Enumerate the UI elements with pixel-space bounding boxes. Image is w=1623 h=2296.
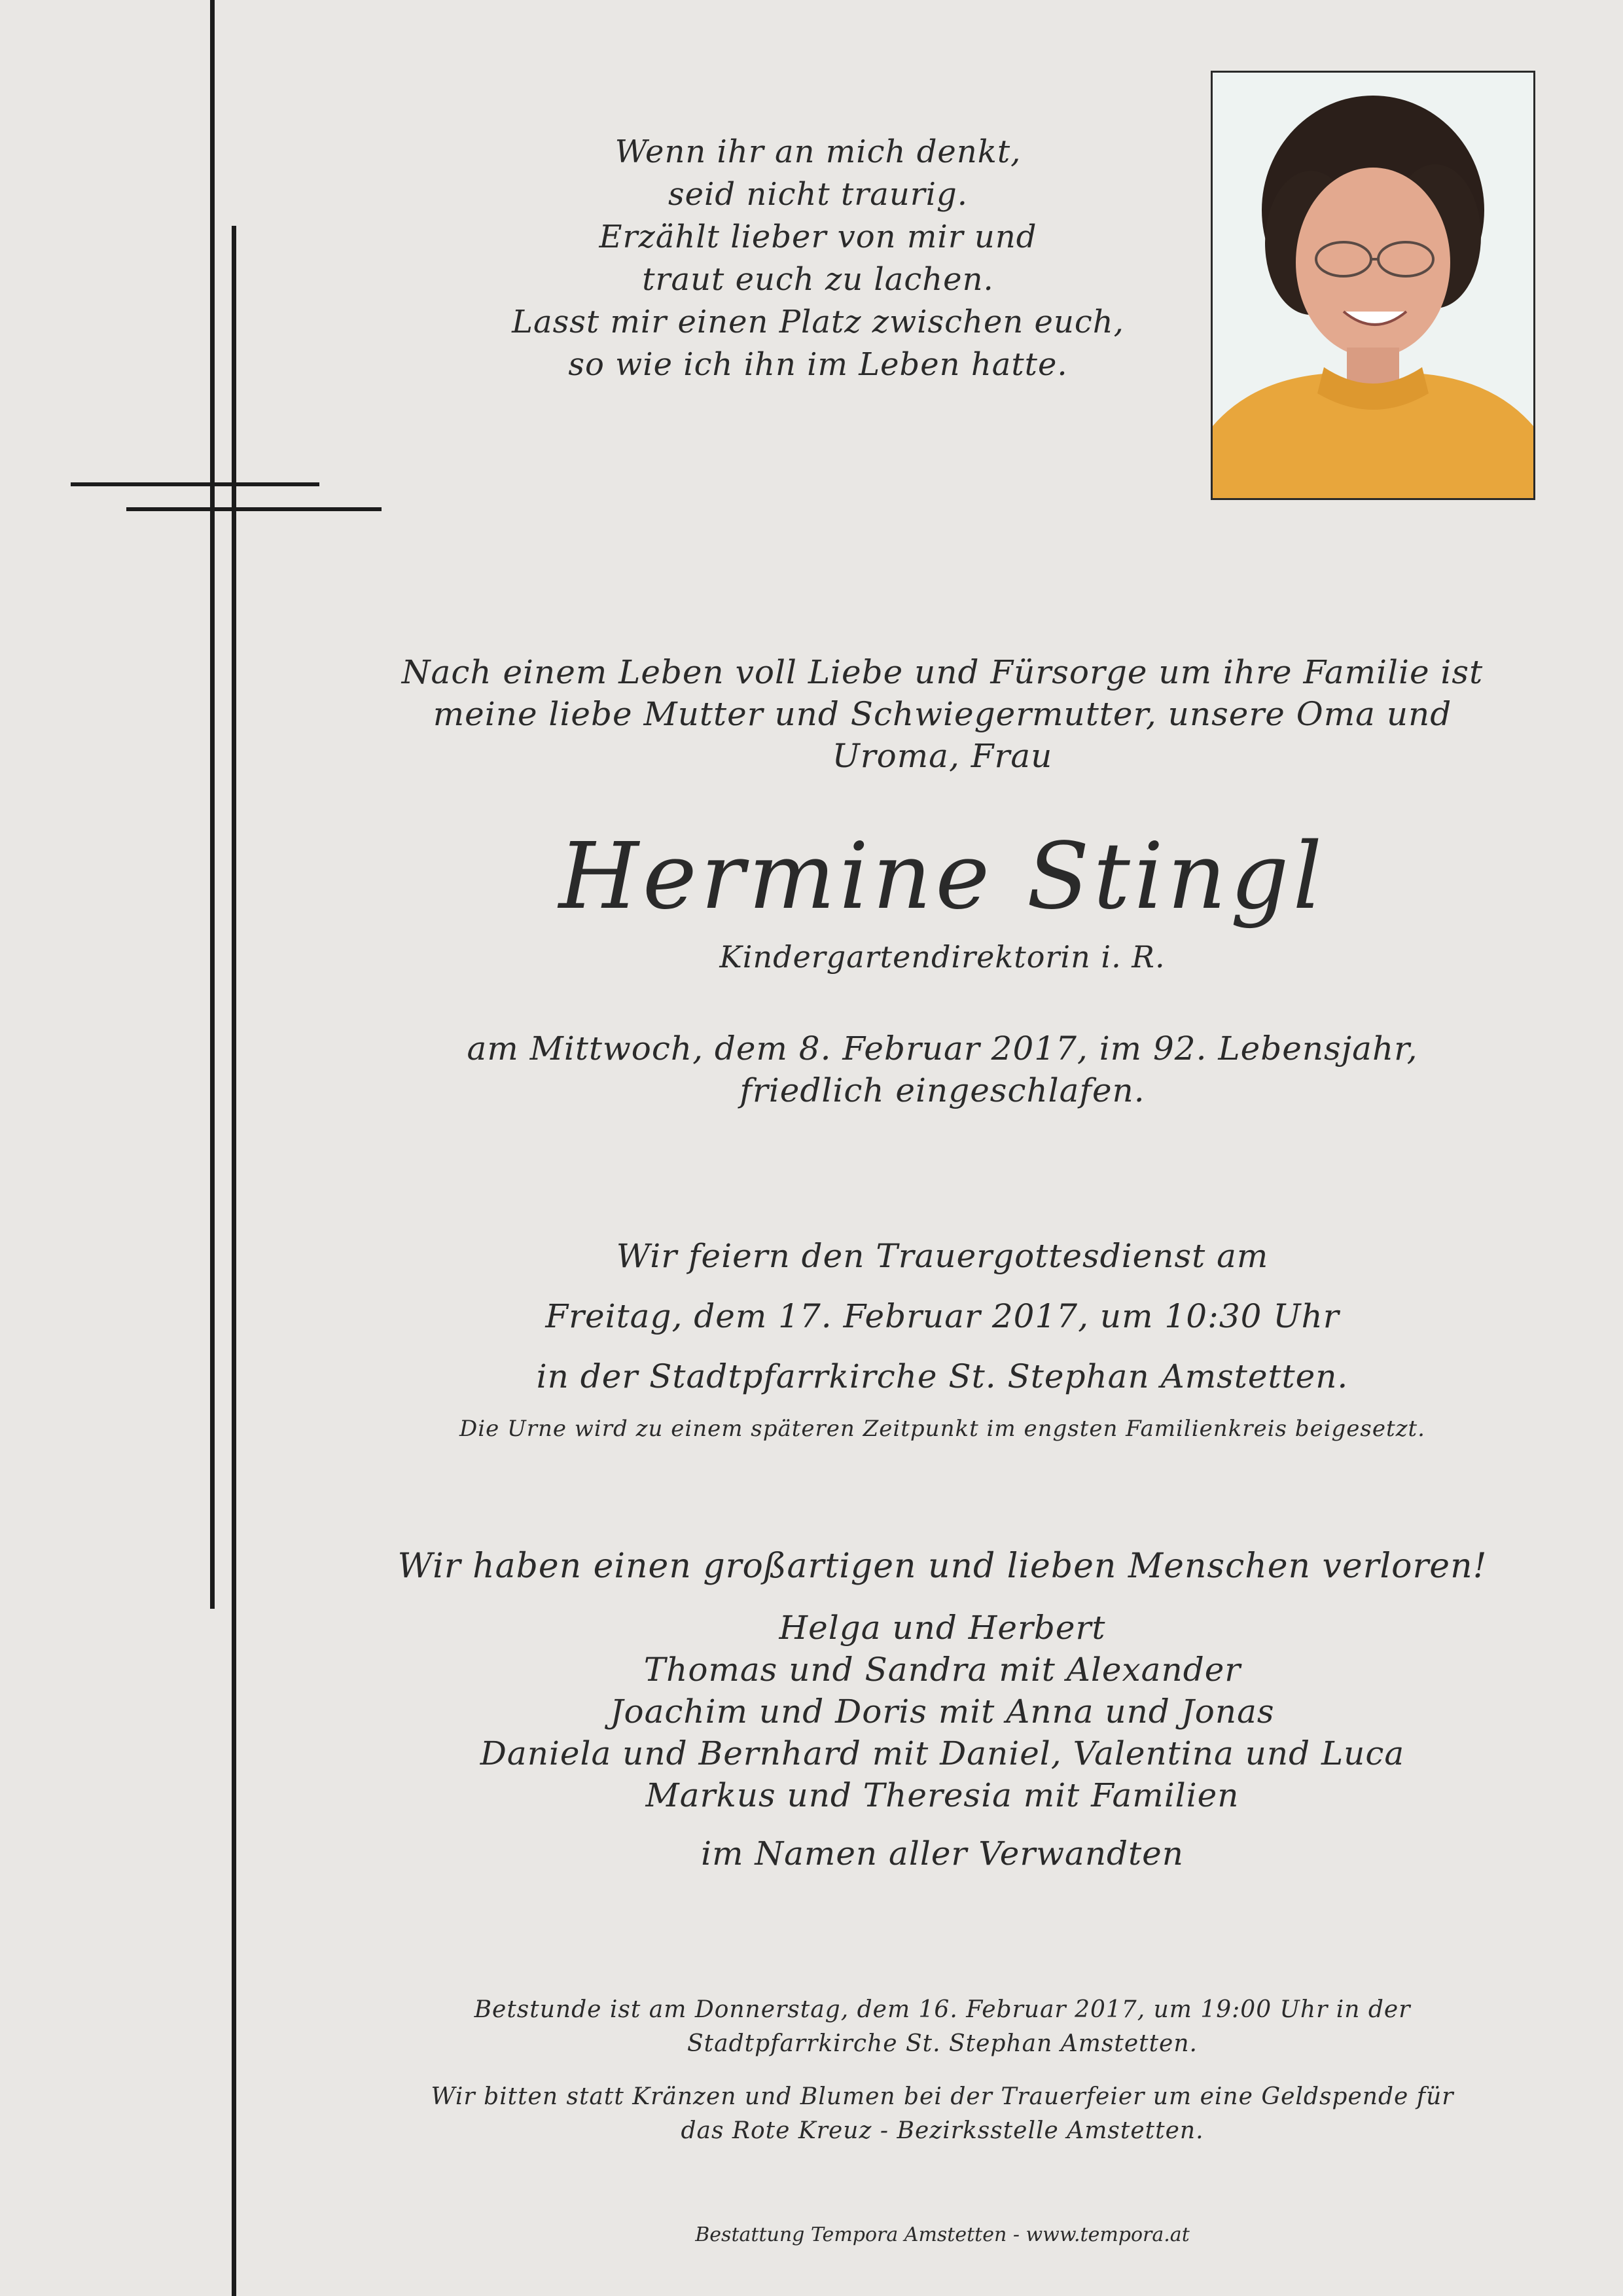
cross-upper-crossbar	[71, 482, 319, 486]
prayer-note	[327, 1993, 1558, 2061]
service-line: Freitag, dem 17. Februar 2017, um 10:30 Uhr	[545, 1297, 1340, 1335]
death-line: am Mittwoch, dem 8. Februar 2017, im 92. Lebensjahr,	[467, 1030, 1418, 1067]
poem-line: so wie ich ihn im Leben hatte.	[568, 346, 1068, 383]
mourner-name: Helga und Herbert	[779, 1609, 1106, 1647]
mourners-closing: im Namen aller Verwandten	[701, 1835, 1184, 1873]
poem	[419, 131, 1217, 386]
donation-line: das Rote Kreuz - Bezirksstelle Amstetten.	[681, 2117, 1204, 2144]
death-line: friedlich eingeschlafen.	[740, 1071, 1145, 1109]
mourner-name: Daniela und Bernhard mit Daniel, Valentina und Luca	[480, 1734, 1405, 1772]
poem-line: Lasst mir einen Platz zwischen euch,	[512, 304, 1124, 340]
funeral-service	[327, 1226, 1558, 1407]
mourners-heading: Wir haben einen großartigen und lieben Menschen verloren!	[397, 1547, 1488, 1586]
service-line: in der Stadtpfarrkirche St. Stephan Amstetten.	[536, 1357, 1349, 1395]
prayer-line: Stadtpfarrkirche St. Stephan Amstetten.	[687, 2030, 1198, 2057]
poem-line: traut euch zu lachen.	[642, 261, 994, 298]
funeral-home-footer: Bestattung Tempora Amstetten - www.tempora.at	[695, 2223, 1190, 2246]
prayer-line: Betstunde ist am Donnerstag, dem 16. Februar 2017, um 19:00 Uhr in der	[474, 1996, 1411, 2023]
poem-line: seid nicht traurig.	[668, 176, 969, 213]
mourner-name: Markus und Theresia mit Familien	[645, 1776, 1240, 1814]
portrait-photo	[1211, 71, 1535, 500]
intro-line: Uroma, Frau	[832, 737, 1053, 775]
cross-lower-crossbar	[126, 507, 382, 511]
cross-left-vertical-line	[210, 0, 215, 1609]
deceased-name: Hermine Stingl	[558, 823, 1327, 930]
donation-line: Wir bitten statt Kränzen und Blumen bei der Trauerfeier um eine Geldspende für	[431, 2083, 1454, 2110]
urn-note: Die Urne wird zu einem späteren Zeitpunkt im engsten Familienkreis beigesetzt.	[459, 1416, 1425, 1442]
mourner-name: Thomas und Sandra mit Alexander	[643, 1651, 1241, 1689]
service-line: Wir feiern den Trauergottesdienst am	[616, 1237, 1269, 1275]
intro-line: meine liebe Mutter und Schwiegermutter, unsere Oma und	[433, 695, 1452, 733]
mourner-name: Joachim und Doris mit Anna und Jonas	[610, 1693, 1275, 1731]
mourners-list	[327, 1607, 1558, 1816]
intro-text	[327, 651, 1558, 777]
cross-top-stub	[232, 226, 236, 484]
poem-line: Wenn ihr an mich denkt,	[615, 134, 1022, 170]
donation-note	[327, 2080, 1558, 2148]
deceased-title: Kindergartendirektorin i. R.	[719, 939, 1166, 975]
poem-line: Erzählt lieber von mir und	[599, 219, 1037, 255]
cross-right-vertical-line	[232, 226, 236, 2296]
intro-line: Nach einem Leben voll Liebe und Fürsorge um ihre Familie ist	[401, 653, 1484, 691]
death-notice	[327, 1028, 1558, 1111]
